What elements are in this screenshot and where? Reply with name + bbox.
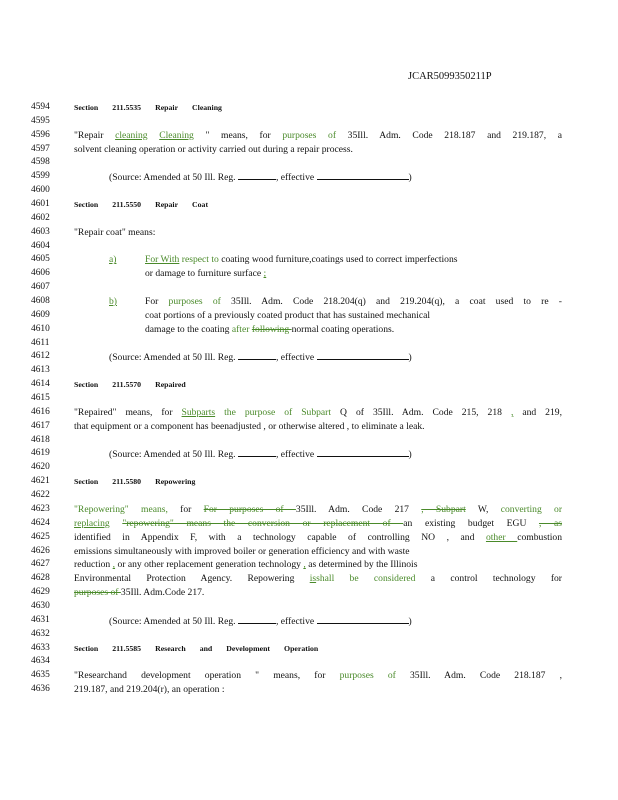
line-4618 bbox=[0, 434, 618, 448]
line-4610 bbox=[0, 323, 618, 337]
text-run bbox=[215, 407, 224, 418]
line-text bbox=[74, 531, 562, 545]
line-4616 bbox=[0, 406, 618, 420]
line-number: 4598 bbox=[31, 157, 50, 168]
text-run: Section bbox=[74, 477, 99, 487]
inserted-text: replacing bbox=[74, 517, 110, 529]
line-4615 bbox=[0, 392, 618, 406]
line-4626 bbox=[0, 545, 618, 559]
text-run: Repaired bbox=[155, 380, 186, 390]
text-run: (Source: Amended at 50 Ill. Reg. bbox=[109, 172, 238, 184]
text-run: that equipment or a component has beenadjusted , or otherwise altered , to eliminate a leak. bbox=[74, 420, 425, 432]
line-text bbox=[74, 226, 562, 240]
line-number: 4636 bbox=[31, 684, 50, 695]
inserted-text: purposes bbox=[339, 670, 374, 682]
line-number: 4622 bbox=[31, 490, 50, 501]
blank-field bbox=[317, 614, 409, 624]
line-number: 4599 bbox=[31, 171, 50, 182]
inserted-text: the purpose of Subpart bbox=[224, 406, 332, 418]
text-run: 35Ill. Adm. Code 218.187 , bbox=[395, 670, 562, 682]
blank-field bbox=[317, 350, 409, 360]
text-run: 211.5585 bbox=[112, 643, 142, 653]
line-4602 bbox=[0, 212, 618, 226]
line-number: 4610 bbox=[31, 323, 50, 334]
text-run: "Researchand development operation " means, for bbox=[74, 670, 340, 682]
line-numbered-text bbox=[0, 101, 618, 697]
line-number: 4604 bbox=[31, 240, 50, 251]
text-run: normal coating operations. bbox=[291, 323, 395, 335]
line-4594 bbox=[0, 101, 618, 115]
inserted-text: "Repowering" means, bbox=[74, 503, 168, 515]
text-run: or damage to furniture surface bbox=[145, 268, 264, 280]
section-heading bbox=[74, 642, 562, 656]
line-4635 bbox=[0, 669, 618, 683]
section-heading bbox=[74, 198, 562, 212]
inserted-text: For With bbox=[145, 254, 180, 266]
text-run: reduction bbox=[74, 559, 113, 571]
line-number: 4629 bbox=[31, 587, 50, 598]
line-4621 bbox=[0, 475, 618, 489]
inserted-text: , bbox=[303, 559, 306, 571]
line-4600 bbox=[0, 184, 618, 198]
line-text bbox=[74, 420, 562, 434]
text-run bbox=[203, 296, 213, 307]
blank-field bbox=[238, 170, 276, 180]
line-number: 4597 bbox=[31, 143, 50, 154]
inserted-text: of bbox=[212, 296, 221, 308]
text-run: 35Ill. Adm.Code 217. bbox=[120, 587, 205, 599]
line-number: 4626 bbox=[31, 545, 50, 556]
inserted-text: purposes bbox=[282, 129, 317, 141]
line-number: 4616 bbox=[31, 406, 50, 417]
text-run: Section bbox=[74, 380, 99, 390]
line-4612 bbox=[0, 350, 618, 364]
line-4636 bbox=[0, 683, 618, 697]
line-number: 4614 bbox=[31, 379, 50, 390]
line-4604 bbox=[0, 240, 618, 254]
line-number: 4615 bbox=[31, 393, 50, 404]
line-4609 bbox=[0, 309, 618, 323]
text-run: and 219, bbox=[513, 406, 562, 418]
line-number: 4631 bbox=[31, 614, 50, 625]
text-run: 211.5580 bbox=[112, 477, 142, 487]
text-run: 35Ill. Adm. Code 218.204(q) and 219.204(q), a coat used to re - bbox=[220, 296, 562, 308]
line-number: 4603 bbox=[31, 226, 50, 237]
text-run bbox=[148, 130, 160, 141]
line-4614 bbox=[0, 378, 618, 392]
section-heading bbox=[74, 101, 562, 115]
text-run: Research bbox=[155, 643, 186, 653]
line-text bbox=[145, 295, 562, 309]
line-text bbox=[145, 253, 562, 267]
text-run: For bbox=[145, 296, 169, 308]
text-run: (Source: Amended at 50 Ill. Reg. bbox=[109, 449, 238, 461]
text-run: "Repaired" means, for bbox=[74, 406, 182, 418]
inserted-text: of bbox=[328, 129, 337, 141]
inserted-text: , bbox=[112, 559, 116, 571]
line-4599 bbox=[0, 170, 618, 184]
text-run: 211.5570 bbox=[112, 380, 142, 390]
line-text bbox=[74, 143, 562, 157]
line-4629 bbox=[0, 586, 618, 600]
line-number: 4628 bbox=[31, 573, 50, 584]
line-4613 bbox=[0, 364, 618, 378]
line-4619 bbox=[0, 447, 618, 461]
inserted-text: Subparts bbox=[181, 406, 216, 418]
line-4611 bbox=[0, 337, 618, 351]
text-run: "Repair bbox=[74, 129, 116, 141]
source-note bbox=[109, 170, 562, 185]
line-number: 4633 bbox=[31, 642, 50, 653]
inserted-text: respect to bbox=[181, 254, 219, 266]
text-run: " means, for bbox=[193, 129, 283, 141]
source-note bbox=[109, 350, 562, 365]
inserted-text: , bbox=[510, 406, 514, 418]
line-number: 4607 bbox=[31, 282, 50, 293]
line-number: 4595 bbox=[31, 115, 50, 126]
section-heading bbox=[74, 475, 562, 489]
text-run: coating wood furniture,coatings used to correct imperfections bbox=[218, 254, 458, 266]
inserted-text: after bbox=[231, 323, 250, 335]
source-note bbox=[109, 447, 562, 462]
line-number: 4611 bbox=[31, 337, 50, 348]
line-4601 bbox=[0, 198, 618, 212]
line-number: 4601 bbox=[31, 199, 50, 210]
text-run: combustion bbox=[517, 531, 562, 543]
line-4623 bbox=[0, 503, 618, 517]
line-4617 bbox=[0, 420, 618, 434]
text-run: W, bbox=[465, 503, 501, 515]
line-number: 4608 bbox=[31, 296, 50, 307]
text-run: damage to the coating bbox=[145, 323, 232, 335]
text-run: ) bbox=[408, 449, 412, 461]
line-number: 4600 bbox=[31, 185, 50, 196]
line-4597 bbox=[0, 143, 618, 157]
text-run: Coat bbox=[192, 200, 209, 210]
inserted-text: cleaning bbox=[115, 129, 148, 141]
line-number: 4625 bbox=[31, 531, 50, 542]
text-run: 35Ill. Adm. Code 217 bbox=[295, 503, 422, 515]
text-run: , effective bbox=[275, 172, 317, 184]
blank-field bbox=[238, 614, 276, 624]
line-4605 bbox=[0, 253, 618, 267]
line-number: 4623 bbox=[31, 503, 50, 514]
text-run: (Source: Amended at 50 Ill. Reg. bbox=[109, 352, 238, 364]
text-run bbox=[110, 518, 123, 529]
line-text bbox=[74, 406, 562, 420]
text-run: Development bbox=[226, 643, 271, 653]
line-number: 4619 bbox=[31, 448, 50, 459]
text-run: Operation bbox=[284, 643, 319, 653]
line-4606 bbox=[0, 267, 618, 281]
deleted-text: , as bbox=[538, 517, 562, 529]
text-run: "Repair coat" means: bbox=[74, 226, 156, 238]
line-number: 4617 bbox=[31, 420, 50, 431]
deleted-text: , Subpart bbox=[421, 503, 466, 515]
text-run: ) bbox=[408, 172, 412, 184]
line-text bbox=[145, 323, 562, 337]
line-4595 bbox=[0, 115, 618, 129]
inserted-text: ; bbox=[263, 268, 267, 280]
text-run: Environmental Protection Agency. Repowering bbox=[74, 573, 310, 585]
blank-field bbox=[317, 447, 409, 457]
text-run: , effective bbox=[275, 615, 317, 627]
line-4622 bbox=[0, 489, 618, 503]
line-text bbox=[145, 267, 562, 281]
text-run: an existing budget EGU bbox=[403, 517, 539, 529]
line-number: 4602 bbox=[31, 212, 50, 223]
line-number: 4620 bbox=[31, 462, 50, 473]
line-4633 bbox=[0, 642, 618, 656]
line-4634 bbox=[0, 655, 618, 669]
deleted-text: "repowering" means the conversion or replacement of bbox=[122, 517, 404, 529]
list-marker: a) bbox=[109, 254, 117, 266]
text-run: coat portions of a previously coated product that has sustained mechanical bbox=[145, 309, 431, 321]
text-run bbox=[316, 130, 328, 141]
line-4596 bbox=[0, 129, 618, 143]
line-text bbox=[74, 545, 562, 559]
line-4607 bbox=[0, 281, 618, 295]
deleted-text: For purposes of bbox=[203, 503, 296, 515]
text-run: 211.5550 bbox=[112, 200, 142, 210]
text-run: Section bbox=[74, 200, 99, 210]
line-text bbox=[74, 517, 562, 531]
inserted-text: purposes bbox=[168, 296, 203, 308]
blank-field bbox=[238, 350, 276, 360]
line-4632 bbox=[0, 628, 618, 642]
text-run: Section bbox=[74, 103, 99, 112]
text-run: solvent cleaning operation or activity carried out during a repair process. bbox=[74, 143, 353, 155]
line-number: 4634 bbox=[31, 656, 50, 667]
line-text bbox=[74, 572, 562, 586]
line-number: 4630 bbox=[31, 600, 50, 611]
line-4620 bbox=[0, 461, 618, 475]
text-run: ) bbox=[408, 615, 412, 627]
line-number: 4609 bbox=[31, 309, 50, 320]
line-number: 4632 bbox=[31, 628, 50, 639]
inserted-text: other bbox=[485, 531, 518, 543]
text-run: Cleaning bbox=[192, 103, 222, 112]
line-number: 4613 bbox=[31, 365, 50, 376]
line-text bbox=[74, 503, 562, 517]
line-4624 bbox=[0, 517, 618, 531]
line-number: 4635 bbox=[31, 670, 50, 681]
inserted-text: converting or bbox=[500, 503, 563, 515]
list-marker: b) bbox=[109, 296, 117, 308]
source-note bbox=[109, 614, 562, 629]
blank-field bbox=[238, 447, 276, 457]
text-run: emissions simultaneously with improved boiler or generation efficiency and with waste bbox=[74, 545, 410, 557]
text-run: 219.187, and 219.204(r), an operation : bbox=[74, 684, 225, 696]
text-run: Repowering bbox=[155, 477, 196, 487]
text-run: 35Ill. Adm. Code 218.187 and 219.187, a bbox=[336, 129, 562, 141]
deleted-text: following bbox=[251, 323, 292, 335]
line-text bbox=[74, 558, 562, 572]
line-number: 4605 bbox=[31, 254, 50, 265]
text-run: or any other replacement generation technology bbox=[115, 559, 304, 571]
text-run: , effective bbox=[275, 352, 317, 364]
line-text bbox=[74, 683, 562, 697]
line-number: 4594 bbox=[31, 102, 50, 112]
line-number: 4618 bbox=[31, 434, 50, 445]
line-4628 bbox=[0, 572, 618, 586]
line-4598 bbox=[0, 156, 618, 170]
text-run: Section bbox=[74, 643, 99, 653]
deleted-text: purposes of bbox=[74, 587, 121, 599]
blank-field bbox=[317, 170, 409, 180]
line-number: 4627 bbox=[31, 559, 50, 570]
text-run: and bbox=[199, 643, 213, 653]
text-run: for bbox=[167, 503, 204, 515]
inserted-text: of bbox=[387, 670, 396, 682]
inserted-text: Cleaning bbox=[159, 129, 194, 141]
line-text bbox=[74, 129, 562, 143]
text-run bbox=[374, 670, 388, 681]
line-number: 4621 bbox=[31, 476, 50, 487]
line-4625 bbox=[0, 531, 618, 545]
line-4630 bbox=[0, 600, 618, 614]
text-run: Q of 35Ill. Adm. Code 215, 218 bbox=[331, 406, 511, 418]
text-run: 211.5535 bbox=[112, 103, 142, 112]
document-code: JCAR5099350211P bbox=[408, 71, 492, 82]
line-4608 bbox=[0, 295, 618, 309]
line-4603 bbox=[0, 226, 618, 240]
line-number: 4596 bbox=[31, 129, 50, 140]
line-number: 4612 bbox=[31, 351, 50, 362]
inserted-text: shall be considered bbox=[316, 573, 416, 585]
text-run: as determined by the Illinois bbox=[305, 559, 418, 571]
line-text bbox=[74, 669, 562, 683]
section-heading bbox=[74, 378, 562, 392]
text-run: , effective bbox=[275, 449, 317, 461]
line-number: 4606 bbox=[31, 268, 50, 279]
text-run: a control technology for bbox=[415, 573, 563, 585]
line-number: 4624 bbox=[31, 517, 50, 528]
line-4627 bbox=[0, 558, 618, 572]
text-run: identified in Appendix F, with a technology capable of controlling NO , and bbox=[74, 531, 486, 543]
text-run: Repair bbox=[155, 200, 179, 210]
inserted-text: is bbox=[309, 573, 317, 585]
text-run: Repair bbox=[155, 103, 179, 112]
line-4631 bbox=[0, 614, 618, 628]
line-text bbox=[74, 586, 562, 600]
text-run: (Source: Amended at 50 Ill. Reg. bbox=[109, 615, 238, 627]
text-run: ) bbox=[408, 352, 412, 364]
line-text bbox=[145, 309, 562, 323]
